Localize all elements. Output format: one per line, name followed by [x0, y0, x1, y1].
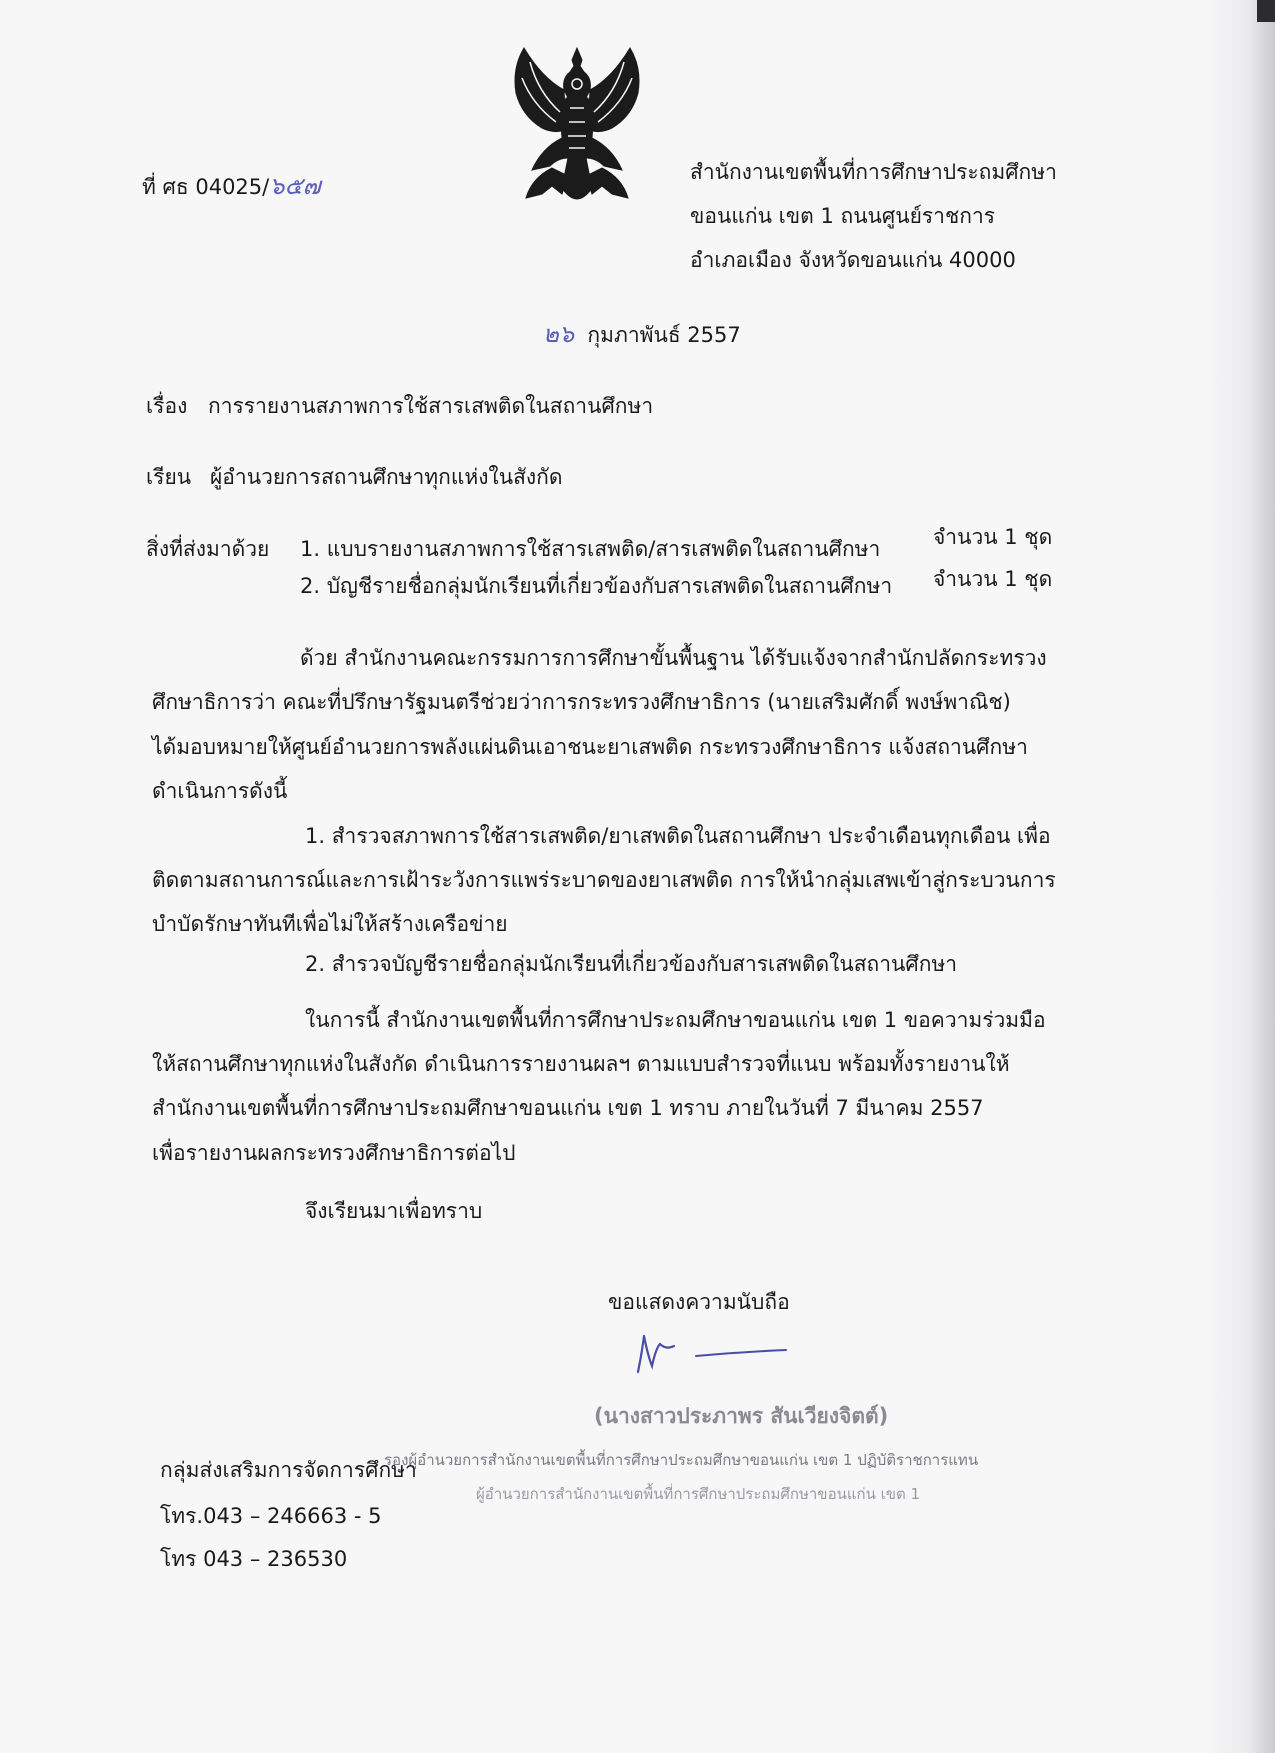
body-line-8: 2. สำรวจบัญชีรายชื่อกลุ่มนักเรียนที่เกี่ยวข้องกับสารเสพติดในสถานศึกษา	[305, 952, 958, 976]
body-line-7: บำบัดรักษาทันทีเพื่อไม่ให้สร้างเครือข่าย	[152, 912, 508, 936]
body-line-3: ได้มอบหมายให้ศูนย์อำนวยการพลังแผ่นดินเอาชนะยาเสพติด กระทรวงศึกษาธิการ แจ้งสถานศึกษา	[152, 735, 1028, 759]
subject-text: การรายงานสภาพการใช้สารเสพติดในสถานศึกษา	[208, 394, 654, 418]
footer-phone-1: โทร.043 – 246663 - 5	[160, 1504, 382, 1528]
body-line-11: สำนักงานเขตพื้นที่การศึกษาประถมศึกษาขอนแก่น เขต 1 ทราบ ภายในวันที่ 7 มีนาคม 2557	[152, 1096, 984, 1120]
office-address-line-3: อำเภอเมือง จังหวัดขอนแก่น 40000	[690, 248, 1016, 272]
date-day-handwritten: ๒๖	[543, 320, 575, 348]
scan-corner	[1257, 0, 1275, 22]
body-line-5: 1. สำรวจสภาพการใช้สารเสพติด/ยาเสพติดในสถานศึกษา ประจำเดือนทุกเดือน เพื่อ	[305, 824, 1051, 848]
enclosures-label: สิ่งที่ส่งมาด้วย	[146, 537, 270, 561]
enclosure-item-2-qty: จำนวน 1 ชุด	[933, 567, 1053, 591]
document-number-prefix: ที่ ศธ 04025/	[142, 175, 270, 199]
closing: ขอแสดงความนับถือ	[608, 1290, 790, 1314]
enclosure-item-2: 2. บัญชีรายชื่อกลุ่มนักเรียนที่เกี่ยวข้องกับสารเสพติดในสถานศึกษา	[300, 574, 893, 598]
footer-department: กลุ่มส่งเสริมการจัดการศึกษา	[160, 1458, 417, 1482]
signatory-title-line-2: ผู้อำนวยการสำนักงานเขตพื้นที่การศึกษาประถมศึกษาขอนแก่น เขต 1	[476, 1485, 921, 1503]
office-address-line-2: ขอนแก่น เขต 1 ถนนศูนย์ราชการ	[690, 204, 996, 228]
office-address-line-1: สำนักงานเขตพื้นที่การศึกษาประถมศึกษา	[690, 160, 1057, 184]
closing-request: จึงเรียนมาเพื่อทราบ	[305, 1199, 483, 1223]
recipient-label: เรียน	[146, 465, 192, 489]
scan-edge-shadow	[1205, 0, 1275, 1753]
document-number-handwritten: ๖๕๗	[269, 172, 321, 200]
handwritten-signature	[630, 1322, 790, 1378]
enclosure-item-1: 1. แบบรายงานสภาพการใช้สารเสพติด/สารเสพติดในสถานศึกษา	[300, 537, 881, 561]
signatory-name-stamp: (นางสาวประภาพร สันเวียงจิตต์)	[594, 1404, 889, 1428]
body-line-4: ดำเนินการดังนี้	[152, 779, 288, 803]
body-line-1: ด้วย สำนักงานคณะกรรมการการศึกษาขั้นพื้นฐาน ได้รับแจ้งจากสำนักปลัดกระทรวง	[300, 646, 1047, 670]
date-month-year: กุมภาพันธ์ 2557	[587, 323, 741, 347]
recipient-text: ผู้อำนวยการสถานศึกษาทุกแห่งในสังกัด	[210, 465, 563, 489]
enclosure-item-1-qty: จำนวน 1 ชุด	[933, 525, 1053, 549]
body-line-2: ศึกษาธิการว่า คณะที่ปรึกษารัฐมนตรีช่วยว่าการกระทรวงศึกษาธิการ (นายเสริมศักดิ์ พงษ์พาณิช)	[152, 690, 1011, 714]
body-line-9: ในการนี้ สำนักงานเขตพื้นที่การศึกษาประถมศึกษาขอนแก่น เขต 1 ขอความร่วมมือ	[305, 1008, 1046, 1032]
signatory-title-line-1: รองผู้อำนวยการสำนักงานเขตพื้นที่การศึกษาประถมศึกษาขอนแก่น เขต 1 ปฏิบัติราชการแทน	[384, 1451, 979, 1469]
garuda-emblem-icon	[502, 38, 652, 216]
subject-label: เรื่อง	[146, 394, 188, 418]
body-line-10: ให้สถานศึกษาทุกแห่งในสังกัด ดำเนินการรายงานผลฯ ตามแบบสำรวจที่แนบ พร้อมทั้งรายงานให้	[152, 1052, 1010, 1076]
body-line-6: ติดตามสถานการณ์และการเฝ้าระวังการแพร่ระบาดของยาเสพติด การให้นำกลุ่มเสพเข้าสู่กระบวนการ	[152, 868, 1056, 892]
footer-phone-2: โทร 043 – 236530	[160, 1547, 348, 1571]
document-date	[543, 320, 741, 349]
document-number	[142, 172, 321, 201]
body-line-12: เพื่อรายงานผลกระทรวงศึกษาธิการต่อไป	[152, 1141, 516, 1165]
